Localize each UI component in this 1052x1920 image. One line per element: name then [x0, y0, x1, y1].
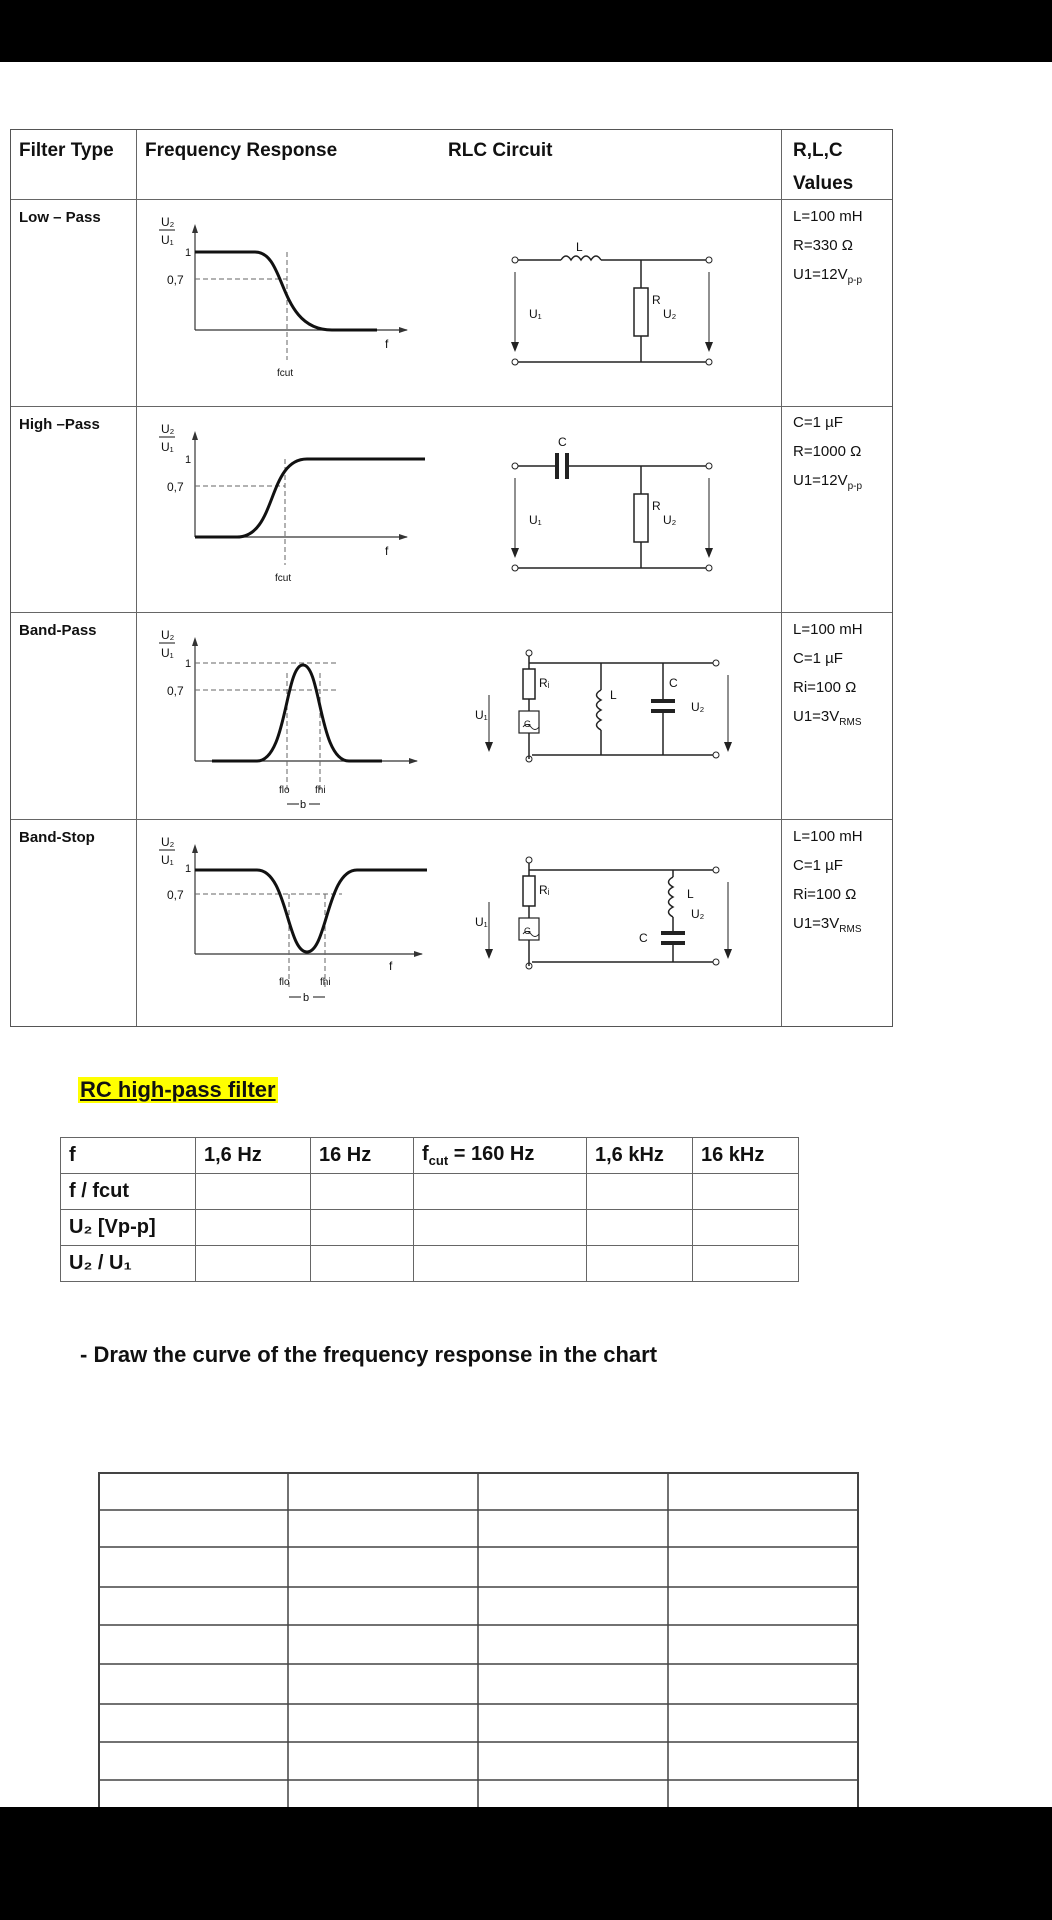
value-internal-resistance: Ri=100 Ω — [793, 679, 857, 696]
axis-label-u2: U₂ — [161, 422, 175, 436]
header-frequency-response: Frequency Response — [145, 140, 338, 161]
circuit-band-stop — [451, 842, 741, 1007]
value-input-voltage: $U1=3V_{RMS}$ — [793, 708, 862, 728]
label-generator: G — [524, 719, 532, 729]
values-high-pass — [793, 408, 862, 501]
value-capacitance: C=1 µF — [793, 414, 843, 431]
response-chart-grid[interactable] — [98, 1472, 859, 1807]
row-label-low-pass: Low – Pass — [19, 209, 101, 226]
label-fcut: fcut — [275, 573, 292, 584]
label-u2: U₂ — [691, 700, 705, 714]
table-row — [61, 1246, 799, 1282]
circuit-low-pass — [481, 220, 731, 380]
label-u2: U₂ — [663, 307, 677, 321]
empty-cell[interactable] — [587, 1210, 693, 1246]
empty-cell[interactable] — [587, 1174, 693, 1210]
value-capacitance: C=1 µF — [793, 857, 843, 874]
empty-cell[interactable] — [587, 1246, 693, 1282]
filter-table — [10, 129, 893, 1027]
axis-label-u1: U₁ — [161, 853, 174, 867]
header-values: Values — [793, 173, 854, 194]
label-fhi: fhi — [315, 785, 326, 796]
value-resistance: R=330 Ω — [793, 237, 853, 254]
header-rlc: R,L,C — [793, 140, 843, 161]
values-low-pass — [793, 202, 863, 295]
label-bandwidth: b — [300, 799, 307, 811]
axis-label-u2: U₂ — [161, 215, 175, 229]
axis-label-u2: U₂ — [161, 835, 175, 849]
value-internal-resistance: Ri=100 Ω — [793, 886, 857, 903]
table-row — [61, 1210, 799, 1246]
label-flo: flo — [279, 785, 290, 796]
worksheet-page — [0, 62, 1052, 1807]
row-label-high-pass: High –Pass — [19, 416, 100, 433]
table-row — [61, 1138, 799, 1174]
row-label-band-pass: Band-Pass — [19, 622, 97, 639]
circuit-high-pass — [481, 426, 731, 586]
label-u1: U₁ — [475, 708, 488, 722]
empty-cell[interactable] — [311, 1246, 414, 1282]
header-rlc-circuit: RLC Circuit — [448, 140, 553, 161]
axis-label-f: f — [389, 959, 393, 973]
label-u1: U₁ — [529, 513, 542, 527]
graph-band-pass — [137, 613, 437, 819]
label-u2: U₂ — [691, 907, 705, 921]
label-capacitor: C — [639, 931, 648, 945]
header-filter-type: Filter Type — [19, 140, 114, 161]
measurement-table — [60, 1137, 799, 1282]
cell-freq-16-khz: 16 kHz — [693, 1138, 799, 1174]
tick-label-0-7: 0,7 — [167, 273, 184, 287]
label-fhi: fhi — [320, 977, 331, 988]
value-input-voltage: $U1=3V_{RMS}$ — [793, 915, 862, 935]
value-inductance: L=100 mH — [793, 621, 863, 638]
value-input-voltage: $U1=12V_{p-p}$ — [793, 266, 863, 286]
axis-label-u1: U₁ — [161, 233, 174, 247]
empty-cell[interactable] — [414, 1246, 587, 1282]
graph-high-pass — [137, 407, 437, 612]
label-fcut: fcut — [277, 368, 294, 379]
empty-cell[interactable] — [414, 1210, 587, 1246]
cell-freq-1-6-khz: 1,6 kHz — [587, 1138, 693, 1174]
empty-cell[interactable] — [693, 1246, 799, 1282]
value-inductance: L=100 mH — [793, 208, 863, 225]
empty-cell[interactable] — [196, 1246, 311, 1282]
cell-head-f: f — [61, 1138, 196, 1174]
label-inductor: L — [610, 688, 617, 702]
label-inductor: L — [687, 887, 694, 901]
empty-cell[interactable] — [196, 1210, 311, 1246]
label-capacitor: C — [669, 676, 678, 690]
tick-label-0-7: 0,7 — [167, 684, 184, 698]
axis-label-u2: U₂ — [161, 628, 175, 642]
value-inductance: L=100 mH — [793, 828, 863, 845]
label-bandwidth: b — [303, 992, 310, 1004]
label-resistor: R — [652, 293, 661, 307]
instruction-text: - Draw the curve of the frequency response in the chart — [80, 1342, 658, 1367]
label-u1: U₁ — [529, 307, 542, 321]
empty-cell[interactable] — [311, 1210, 414, 1246]
empty-cell[interactable] — [414, 1174, 587, 1210]
value-capacitance: C=1 µF — [793, 650, 843, 667]
graph-band-stop — [137, 820, 437, 1026]
axis-label-f: f — [385, 544, 389, 558]
empty-cell[interactable] — [311, 1174, 414, 1210]
tick-label-one: 1 — [185, 863, 192, 875]
cell-freq-16-hz: 16 Hz — [311, 1138, 414, 1174]
label-generator: G — [524, 926, 532, 936]
label-flo: flo — [279, 977, 290, 988]
tick-label-one: 1 — [185, 658, 192, 670]
tick-label-0-7: 0,7 — [167, 888, 184, 902]
label-capacitor: C — [558, 435, 567, 449]
axis-label-f: f — [385, 337, 389, 351]
cell-label-u2-vpp: U₂ [Vp-p] — [61, 1210, 196, 1246]
empty-cell[interactable] — [693, 1174, 799, 1210]
label-resistor: R — [652, 499, 661, 513]
label-inductor: L — [576, 240, 583, 254]
circuit-band-pass — [451, 635, 741, 800]
label-internal-resistor: Rᵢ — [539, 676, 550, 690]
label-u1: U₁ — [475, 915, 488, 929]
axis-label-u1: U₁ — [161, 440, 174, 454]
cell-label-f-over-fcut: f / fcut — [61, 1174, 196, 1210]
values-band-pass — [793, 615, 863, 737]
table-row — [61, 1174, 799, 1210]
graph-low-pass — [137, 200, 437, 406]
label-internal-resistor: Rᵢ — [539, 883, 550, 897]
cell-freq-1-6-hz: 1,6 Hz — [196, 1138, 311, 1174]
table-divider — [781, 130, 782, 1026]
tick-label-one: 1 — [185, 454, 192, 466]
tick-label-one: 1 — [185, 247, 192, 259]
values-band-stop — [793, 822, 863, 944]
value-input-voltage: $U1=12V_{p-p}$ — [793, 472, 863, 492]
cell-label-u2-over-u1: U₂ / U₁ — [61, 1246, 196, 1282]
value-resistance: R=1000 Ω — [793, 443, 862, 460]
empty-cell[interactable] — [693, 1210, 799, 1246]
empty-cell[interactable] — [196, 1174, 311, 1210]
axis-label-u1: U₁ — [161, 646, 174, 660]
rc-high-pass-title: RC high-pass filter — [80, 1077, 276, 1102]
row-label-band-stop: Band-Stop — [19, 829, 95, 846]
label-u2: U₂ — [663, 513, 677, 527]
tick-label-0-7: 0,7 — [167, 480, 184, 494]
cell-freq-fcut: $f_{cut} = 160$ Hz — [414, 1138, 587, 1174]
